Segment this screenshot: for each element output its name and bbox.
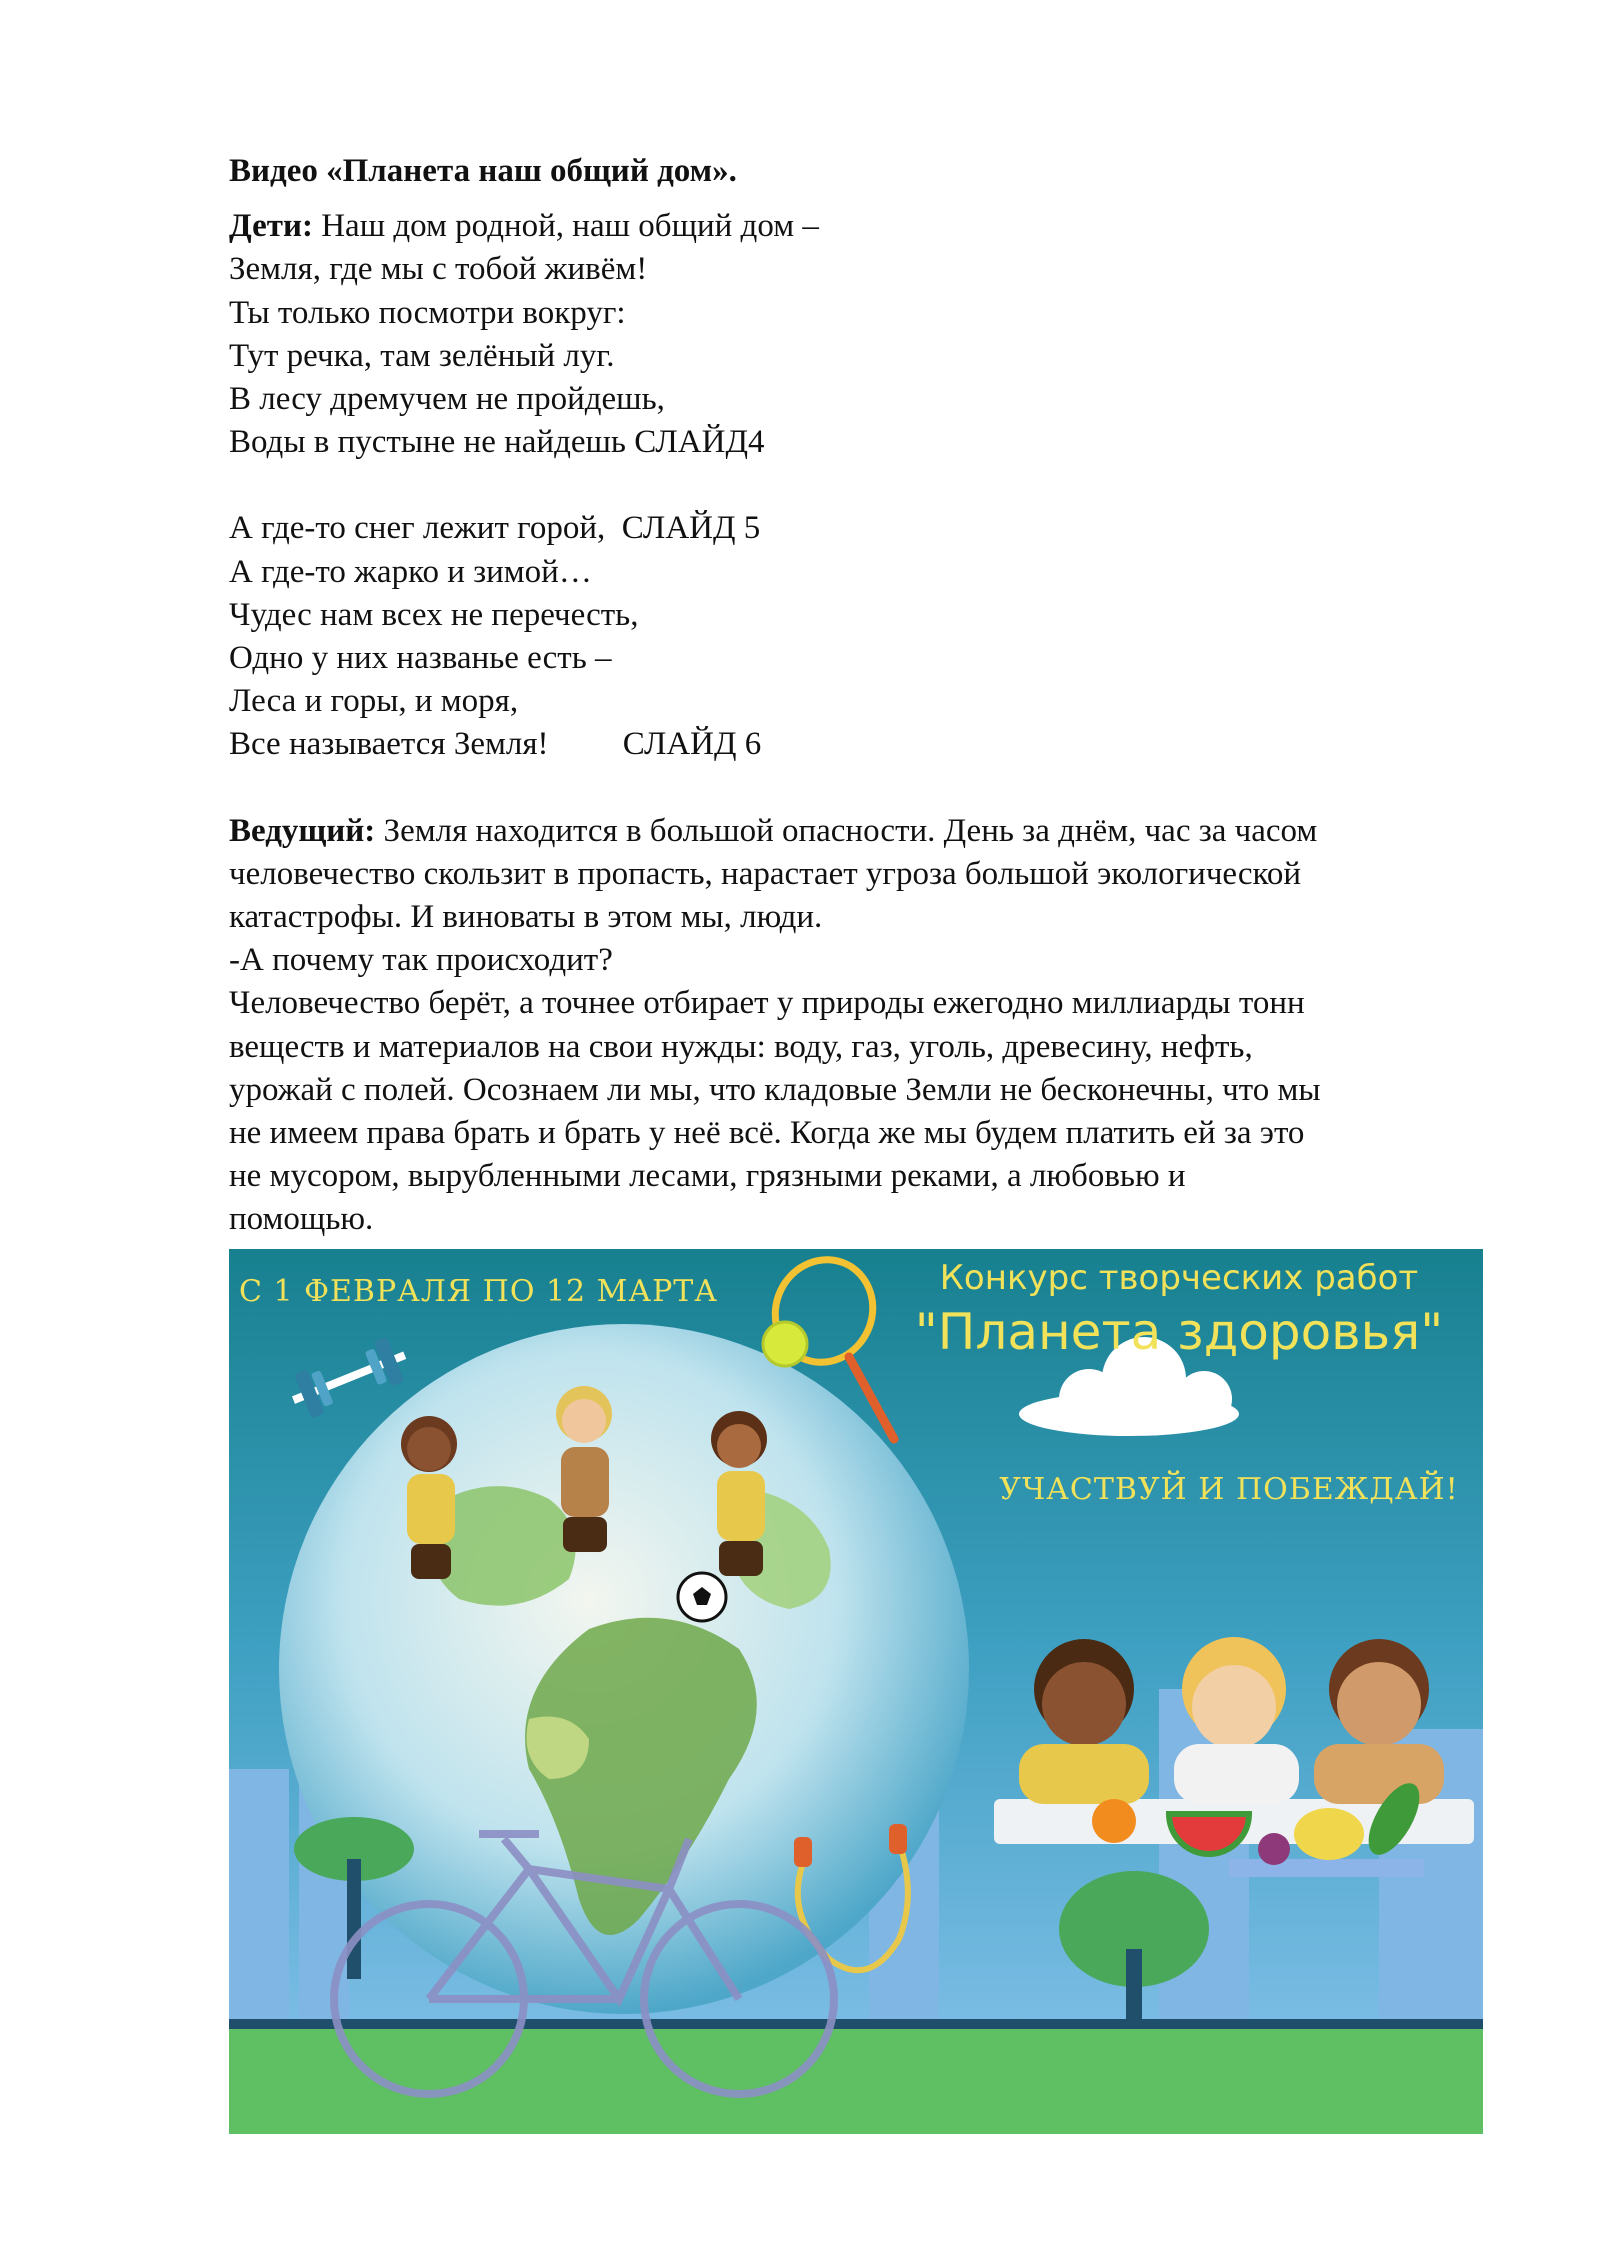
poem-line: Леса и горы, и моря, <box>229 683 519 720</box>
kids-at-table <box>994 1637 1474 1877</box>
poster-dates: С 1 ФЕВРАЛЯ ПО 12 МАРТА <box>239 1274 719 1309</box>
document-title: Видео «Планета наш общий дом». <box>229 153 737 189</box>
host-line: катастрофы. И виноваты в этом мы, люди. <box>229 899 823 936</box>
host-line: Человечество берёт, а точнее отбирает у природы ежегодно миллиарды тонн <box>229 985 1305 1022</box>
stanza-gap <box>229 464 1489 507</box>
kid-center <box>556 1386 612 1552</box>
host-line: не имеем права брать и брать у неё всё. Когда же мы будем платить ей за это <box>229 1115 1305 1152</box>
kid-right <box>711 1411 767 1576</box>
tennis-ball-icon <box>763 1322 807 1366</box>
children-speaker-label: Дети: <box>229 208 313 245</box>
document-text <box>229 150 1489 1242</box>
host-line: человечество скользит в пропасть, нарастает угроза большой экологической <box>229 855 1302 892</box>
poem-line: А где-то снег лежит горой, СЛАЙД 5 <box>229 510 761 547</box>
host-paragraph <box>229 810 1489 1242</box>
poem-line: Дети: Наш дом родной, наш общий дом – <box>229 208 819 245</box>
road-line <box>229 2019 1483 2029</box>
beet-icon <box>1258 1833 1290 1865</box>
poem-line: Земля, где мы с тобой живём! <box>229 251 648 288</box>
host-line: помощью. <box>229 1201 374 1238</box>
orange-icon <box>1092 1799 1136 1843</box>
host-line: -А почему так происходит? <box>229 942 613 979</box>
host-speaker-label: Ведущий: <box>229 812 376 849</box>
melon-icon <box>1294 1808 1364 1860</box>
globe-illustration <box>279 1324 969 2014</box>
host-line: веществ и материалов на свои нужды: воду, газ, уголь, древесину, нефть, <box>229 1028 1253 1065</box>
host-line: Ведущий: Земля находится в большой опасности. День за днём, час за часом <box>229 812 1318 849</box>
poem <box>229 205 1489 809</box>
poem-line: Воды в пустыне не найдешь СЛАЙД4 <box>229 424 765 461</box>
poem-line: Одно у них названье есть – <box>229 640 612 677</box>
contest-title-line1: Конкурс творческих работ <box>939 1258 1419 1298</box>
host-line: не мусором, вырубленными лесами, грязными реками, а любовью и <box>229 1158 1186 1195</box>
poem-line: В лесу дремучем не пройдешь, <box>229 381 665 418</box>
poem-line: Чудес нам всех не перечесть, <box>229 596 639 633</box>
contest-title-line2: "Планета здоровья" <box>914 1303 1444 1361</box>
host-line: урожай с полей. Осознаем ли мы, что кладовые Земли не бесконечны, что мы <box>229 1071 1321 1108</box>
poster-illustration <box>229 1249 1483 2134</box>
soccer-ball-icon <box>678 1573 726 1621</box>
poem-line: А где-то жарко и зимой… <box>229 553 592 590</box>
grass <box>229 2029 1483 2134</box>
poem-line: Ты только посмотри вокруг: <box>229 294 626 331</box>
poem-line: Все называется Земля! СЛАЙД 6 <box>229 726 762 763</box>
poster-slogan: УЧАСТВУЙ И ПОБЕЖДАЙ! <box>999 1472 1459 1507</box>
contest-poster <box>229 1249 1483 2134</box>
stanza-gap <box>229 767 1489 810</box>
poem-line: Тут речка, там зелёный луг. <box>229 337 615 374</box>
